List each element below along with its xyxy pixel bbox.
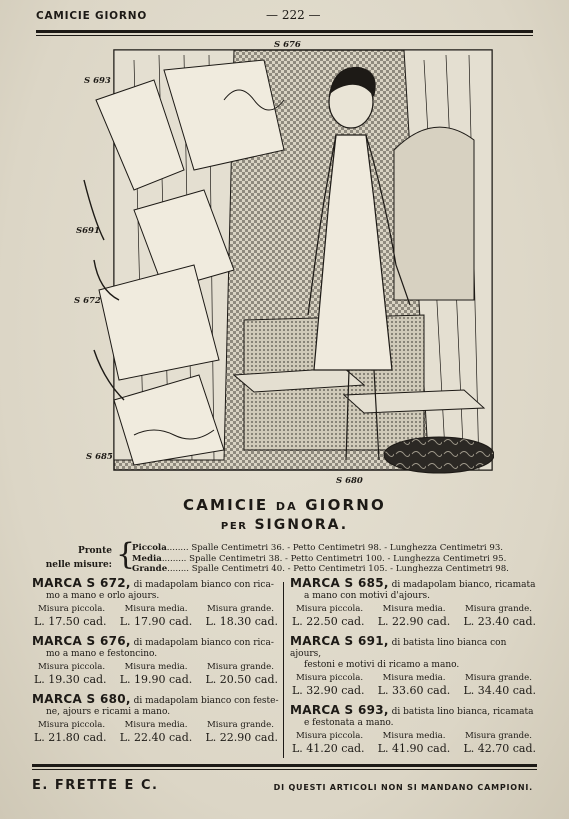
prices: L. 17.50 cad. L. 17.90 cad. L. 18.30 cad. — [34, 615, 278, 628]
size-labels: Misura piccola. Misura media. Misura grande. — [38, 720, 274, 730]
heading-word-signora: SIGNORA. — [254, 517, 349, 533]
product-desc: di madapolam bianco con rica- — [133, 580, 274, 590]
heading-word-camicie: CAMICIE — [183, 496, 269, 514]
label-s691: S691 — [76, 226, 100, 236]
size-labels: Misura piccola. Misura media. Misura grande. — [296, 673, 532, 683]
label-s685: S 685 — [86, 452, 113, 462]
product-item-s676 — [32, 636, 280, 686]
product-desc-cont: a mano con motivi d'ajours. — [304, 591, 430, 601]
illustration-drawing — [74, 40, 494, 480]
product-desc: di batista lino bianca con ajours, — [290, 638, 507, 659]
brace-glyph: { — [116, 537, 136, 572]
footer-rule — [32, 764, 537, 767]
size-row: Piccola........ Spalle Centimetri 36. - Petto Centimetri 98. - Lunghezza Centimetri 93. — [132, 543, 504, 553]
size-row: Media......... Spalle Centimetri 38. - Petto Centimetri 100. - Lunghezza Centimetri 95. — [132, 553, 507, 564]
header-rule-thin — [36, 35, 533, 36]
product-desc-cont: e festonata a mano. — [304, 718, 394, 728]
product-code: MARCA S 691, — [290, 634, 389, 648]
prices: L. 19.30 cad. L. 19.90 cad. L. 20.50 cad. — [34, 673, 278, 686]
product-item-s680 — [32, 694, 280, 744]
product-code: MARCA S 672, — [32, 576, 131, 590]
product-desc: di madapolam bianco con feste- — [133, 696, 279, 706]
running-title: CAMICIE GIORNO — [36, 10, 148, 22]
product-column-left — [32, 578, 280, 752]
prices: L. 22.50 cad. L. 22.90 cad. L. 23.40 cad. — [292, 615, 536, 628]
product-code: MARCA S 680, — [32, 692, 131, 706]
product-item-s693 — [290, 705, 538, 755]
size-labels: Misura piccola. Misura media. Misura grande. — [296, 731, 532, 741]
size-labels: Misura piccola. Misura media. Misura grande. — [38, 662, 274, 672]
sizes-label-line1: Pronte — [78, 546, 112, 556]
page-header — [36, 8, 533, 28]
label-s672: S 672 — [74, 296, 101, 306]
label-s676: S 676 — [274, 40, 301, 50]
illustration — [74, 40, 494, 486]
prices: L. 21.80 cad. L. 22.40 cad. L. 22.90 cad. — [34, 731, 278, 744]
product-code: MARCA S 685, — [290, 576, 389, 590]
sizes-label — [32, 544, 112, 572]
header-rule — [36, 30, 533, 33]
product-desc: di madapolam bianco con rica- — [133, 638, 274, 648]
prices: L. 41.20 cad. L. 41.90 cad. L. 42.70 cad. — [292, 742, 536, 755]
column-divider — [283, 582, 284, 758]
product-code: MARCA S 693, — [290, 703, 389, 717]
product-desc: di madapolam bianco, ricamata — [391, 580, 536, 590]
heading-word-da: DA — [275, 500, 298, 513]
company-name: E. FRETTE E C. — [32, 778, 159, 793]
product-desc-cont: mo a mano e orlo ajours. — [46, 591, 160, 601]
product-desc-cont: ne, ajours e ricami a mano. — [46, 707, 171, 717]
size-row: Grande........ Spalle Centimetri 40. - Petto Centimetri 105. - Lunghezza Centimetri 98. — [132, 564, 509, 575]
main-heading — [0, 496, 569, 514]
product-code: MARCA S 676, — [32, 634, 131, 648]
size-table — [32, 537, 542, 576]
heading-word-giorno: GIORNO — [305, 496, 386, 514]
sizes-label-line2: nelle misure: — [45, 560, 112, 570]
prices: L. 32.90 cad. L. 33.60 cad. L. 34.40 cad. — [292, 684, 536, 697]
size-labels: Misura piccola. Misura media. Misura grande. — [38, 604, 274, 614]
size-rows — [132, 543, 509, 575]
product-item-s685 — [290, 578, 538, 628]
footer-note: DI QUESTI ARTICOLI NON SI MANDANO CAMPIONI. — [273, 783, 533, 792]
product-item-s691 — [290, 636, 538, 697]
label-s693: S 693 — [84, 76, 111, 86]
sub-heading — [0, 517, 569, 533]
heading-word-per: PER — [220, 521, 248, 532]
product-item-s672 — [32, 578, 280, 628]
product-desc: di batista lino bianca, ricamata — [391, 707, 534, 717]
page-number: — 222 — — [266, 8, 321, 22]
size-labels: Misura piccola. Misura media. Misura grande. — [296, 604, 532, 614]
product-desc-cont: festoni e motivi di ricamo a mano. — [304, 660, 460, 670]
product-column-right — [290, 578, 538, 763]
product-desc-cont: mo a mano e festoncino. — [46, 649, 158, 659]
label-s680: S 680 — [336, 476, 363, 486]
product-grid — [32, 578, 538, 758]
footer-rule-thin — [32, 769, 537, 770]
